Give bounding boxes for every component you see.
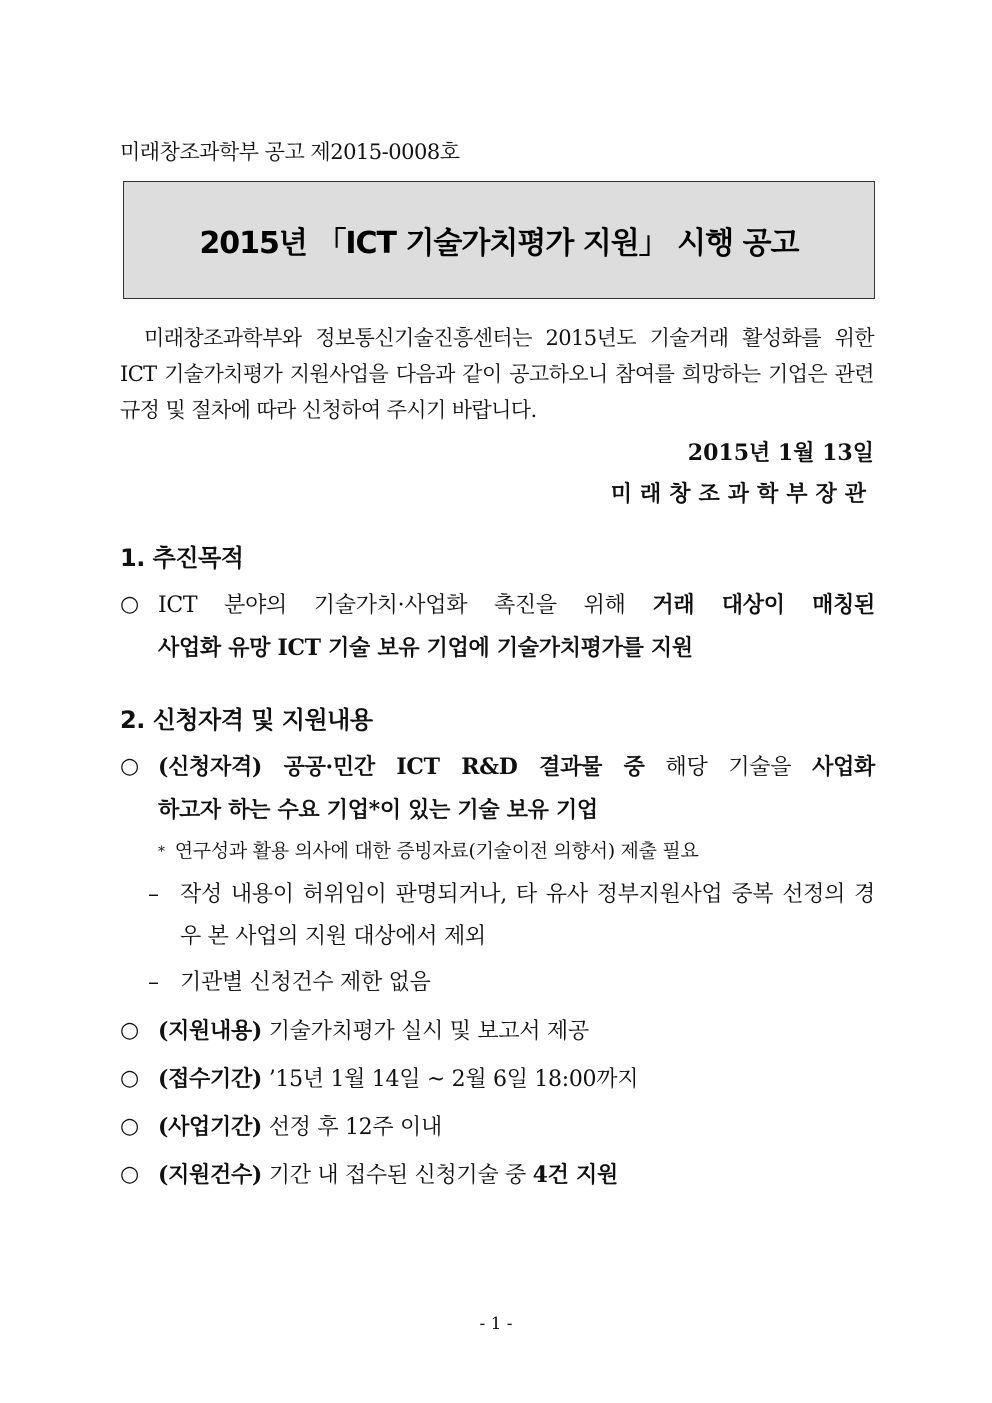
circle-bullet-icon: ○ bbox=[120, 592, 139, 617]
eligibility-bold-b: 사업화 bbox=[812, 754, 876, 780]
intro-paragraph bbox=[120, 320, 874, 428]
dash-item-limit bbox=[148, 962, 875, 1004]
project-period-bullet bbox=[120, 1106, 875, 1149]
eligibility-footnote bbox=[158, 836, 699, 863]
support-count-line bbox=[158, 1154, 875, 1197]
circle-bullet-icon: ○ bbox=[120, 1114, 139, 1139]
application-period-line bbox=[158, 1058, 875, 1101]
support-count-bullet bbox=[120, 1154, 875, 1197]
support-content-bullet bbox=[120, 1010, 875, 1053]
bullet-line-1 bbox=[158, 584, 875, 627]
intro-text: 미래창조과학부와 정보통신기술진흥센터는 2015년도 기술거래 활성화를 위한 ICT 기술가치평가 지원사업을 다음과 같이 공고하오니 참여를 희망하는 기업은 관련 규정 및 절차에 따라 신청하여 주시기 바랍니다. bbox=[120, 326, 874, 422]
item-label: (접수기간) bbox=[158, 1066, 263, 1092]
dash-icon: – bbox=[148, 970, 159, 995]
announcement-date: 2015년 1월 13일 bbox=[687, 440, 874, 466]
project-period-line bbox=[158, 1106, 875, 1149]
eligibility-line-1 bbox=[158, 746, 875, 789]
asterisk-icon: * bbox=[158, 844, 165, 860]
circle-bullet-icon: ○ bbox=[120, 754, 139, 779]
dash-item-exclusion bbox=[148, 874, 875, 958]
item-text: 기간 내 접수된 신청기술 중 bbox=[262, 1163, 533, 1188]
item-label: (사업기간) bbox=[158, 1114, 263, 1140]
item-text: 선정 후 12주 이내 bbox=[262, 1115, 442, 1140]
item-bold-tail: 4건 지원 bbox=[532, 1162, 618, 1188]
document-title: 2015년 「ICT 기술가치평가 지원」 시행 공고 bbox=[199, 226, 799, 261]
eligibility-line-2: 하고자 하는 수요 기업*이 있는 기술 보유 기업 bbox=[158, 797, 598, 823]
purpose-plain-text: ICT 분야의 기술가치·사업화 촉진을 위해 bbox=[158, 593, 653, 618]
purpose-bold-text: 거래 대상이 매칭된 bbox=[652, 592, 875, 618]
circle-bullet-icon: ○ bbox=[120, 1018, 139, 1043]
eligibility-bullet bbox=[120, 746, 875, 831]
item-label: (지원내용) bbox=[158, 1018, 263, 1044]
application-period-bullet bbox=[120, 1058, 875, 1101]
footnote-text: 연구성과 활용 의사에 대한 증빙자료(기술이전 의향서) 제출 필요 bbox=[174, 840, 699, 862]
purpose-bold-line-2: 사업화 유망 ICT 기술 보유 기업에 기술가치평가를 지원 bbox=[158, 635, 693, 661]
eligibility-plain: 해당 기술을 bbox=[644, 755, 813, 780]
page-number: - 1 - bbox=[479, 1314, 513, 1334]
section-2-heading: 2. 신청자격 및 지원내용 bbox=[120, 706, 373, 734]
exclusion-text: 작성 내용이 허위임이 판명되거나, 타 유사 정부지원사업 중복 선정의 경우 본 사업의 지원 대상에서 제외 bbox=[180, 882, 875, 949]
issuer-name: 미래창조과학부장관 bbox=[610, 481, 874, 507]
title-box bbox=[123, 181, 875, 299]
item-label: (지원건수) bbox=[158, 1162, 263, 1188]
circle-bullet-icon: ○ bbox=[120, 1162, 139, 1187]
eligibility-bold-a: 공공·민간 ICT R&D 결과물 중 bbox=[262, 754, 645, 780]
item-text: 기술가치평가 실시 및 보고서 제공 bbox=[262, 1019, 589, 1044]
circle-bullet-icon: ○ bbox=[120, 1066, 139, 1091]
limit-text: 기관별 신청건수 제한 없음 bbox=[180, 970, 431, 995]
support-content-line bbox=[158, 1010, 875, 1053]
section-1-heading: 1. 추진목적 bbox=[120, 544, 244, 572]
notice-number: 미래창조과학부 공고 제2015-0008호 bbox=[120, 140, 460, 164]
dash-icon: – bbox=[148, 882, 159, 907]
item-text: ’15년 1월 14일 ~ 2월 6일 18:00까지 bbox=[262, 1067, 639, 1092]
section-1-bullet bbox=[120, 584, 875, 669]
eligibility-label: (신청자격) bbox=[158, 754, 263, 780]
